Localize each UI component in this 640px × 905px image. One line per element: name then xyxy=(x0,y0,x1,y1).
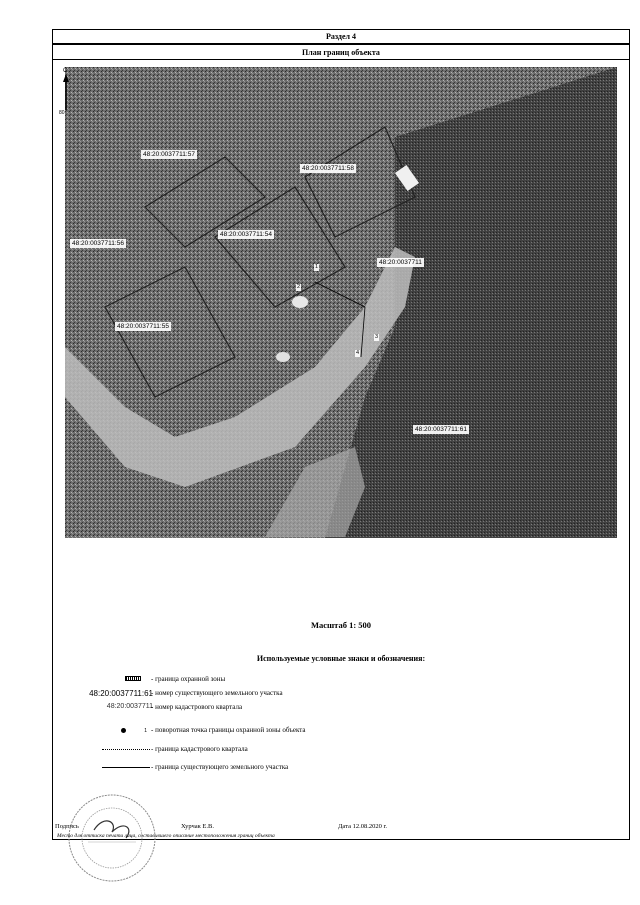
turning-point-label: 1 xyxy=(315,264,319,270)
parcel-label: 48:20:0037711:54 xyxy=(220,231,272,238)
legend-row-quarter-number: 48:20:0037711 - номер кадастрового квартала xyxy=(53,703,629,715)
plan-title: План границ объекта xyxy=(53,44,629,60)
quarter-label: 48:20:0037711 xyxy=(379,259,422,266)
parcel-label: 48:20:0037711:61 xyxy=(415,426,467,433)
turning-point-label: 2 xyxy=(297,284,301,290)
parcel-label: 48:20:0037711:55 xyxy=(117,323,169,330)
official-seal-stamp xyxy=(66,792,158,884)
parcel-boundary-symbol xyxy=(102,767,150,768)
section-heading: Раздел 4 xyxy=(53,30,629,44)
document-frame xyxy=(52,29,630,840)
parcel-number-symbol: 48:20:0037711:61 xyxy=(89,689,153,698)
signature-date: Дата 12.08.2020 г. xyxy=(338,823,388,830)
legend-row-parcel-boundary: - граница существующего земельного участка xyxy=(53,763,629,775)
parcel-label: 48:20:0037711:58 xyxy=(302,165,354,172)
turning-point-symbol xyxy=(121,728,126,733)
quarter-number-symbol: 48:20:0037711 xyxy=(106,703,153,710)
parcel-label: 48:20:0037711:56 xyxy=(72,240,124,247)
turning-point-label: 3 xyxy=(375,334,379,340)
parcel-label: 48:20:0037711:57 xyxy=(143,151,195,158)
aerial-photo xyxy=(65,67,617,538)
svg-text:С: С xyxy=(63,68,68,74)
stamp-place-note: Место для оттиска печати лица, составившего описание местоположения границ объекта xyxy=(57,833,275,839)
legend-row-turning-point: 1 - поворотная точка границы охранной зоны объекта xyxy=(53,726,629,738)
scale-label: Масштаб 1: 500 xyxy=(310,620,372,630)
signer-name: Хурчак Е.В. xyxy=(181,823,214,830)
legend-title: Используемые условные знаки и обозначения: xyxy=(256,654,426,663)
legend-row-zone-boundary: - граница охранной зоны xyxy=(53,675,629,687)
signature-label: Подпись xyxy=(55,823,79,830)
aerial-map xyxy=(65,67,617,538)
north-arrow-label: 80 xyxy=(59,110,65,116)
legend-row-parcel-number: 48:20:0037711:61 - номер существующего земельного участка xyxy=(53,689,629,701)
turning-point-label: 4 xyxy=(356,350,360,356)
zone-boundary-symbol xyxy=(125,676,141,681)
legend-row-quarter-boundary: - граница кадастрового квартала xyxy=(53,745,629,757)
quarter-boundary-symbol xyxy=(102,749,150,750)
